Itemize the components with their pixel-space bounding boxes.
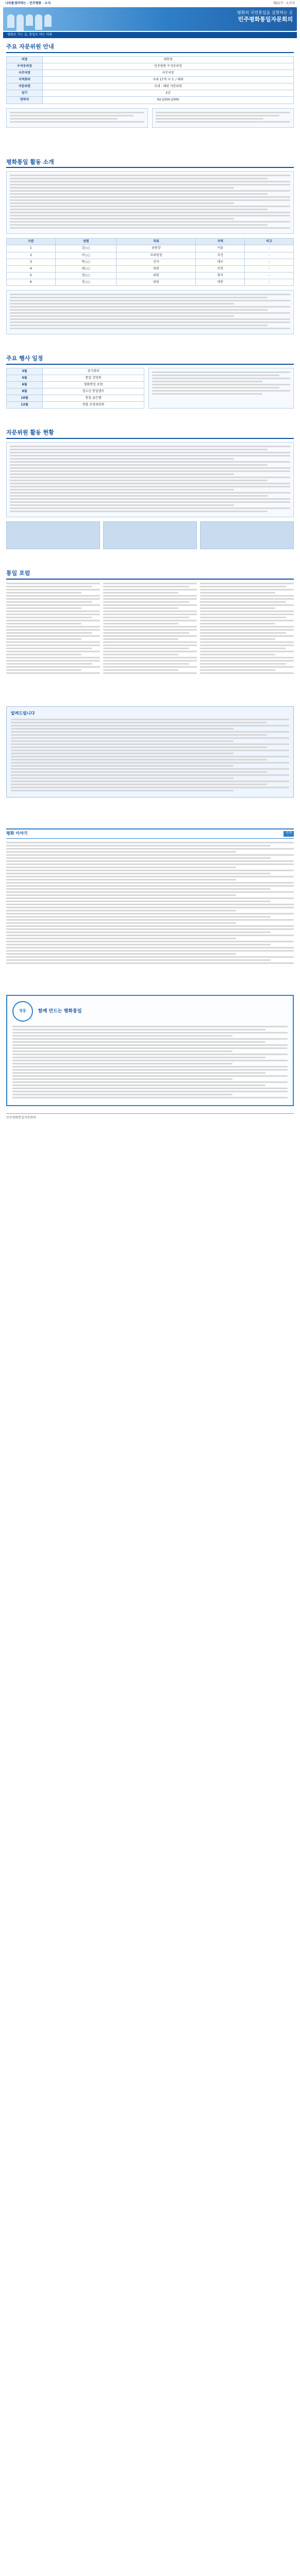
slogan-small: 평화의 국민통일을 실현하는 곳	[237, 10, 293, 15]
table-row: 2 이○○ 부위원장 부산 -	[7, 252, 294, 259]
table-row: 8월 청소년 통일캠프	[7, 388, 144, 395]
table-row: 10월 통일 골든벨	[7, 395, 144, 402]
forum-column	[103, 583, 197, 675]
overview-section	[6, 43, 294, 128]
issue-bar: 평화로 가는 길, 통일로 여는 미래	[3, 32, 297, 38]
table-row: 사무처장 사무처장	[7, 70, 294, 77]
table-row: 4 최○○ 위원 인천 -	[7, 265, 294, 272]
forum-section	[6, 570, 294, 675]
closing-box	[6, 995, 294, 1106]
table-row: 연락처 02-2250-2300	[7, 97, 294, 104]
photo	[103, 521, 197, 549]
people-illustration	[7, 14, 52, 31]
table-row: 6월 평화통일 포럼	[7, 382, 144, 388]
member-table	[6, 238, 294, 286]
announcement-box	[6, 706, 294, 798]
outreach-section	[6, 159, 294, 335]
story-section	[6, 828, 294, 964]
banner-slogan	[237, 10, 293, 24]
table-row: 6 강○○ 위원 대전 -	[7, 279, 294, 285]
closing-head	[12, 1001, 288, 1022]
top-line	[0, 0, 300, 7]
schedule-section	[6, 355, 294, 409]
outreach-detail	[6, 290, 294, 334]
issue-label: 제21기 · 소식지	[273, 1, 295, 5]
closing-text	[12, 1026, 288, 1098]
table-row: 5월 통일 강연회	[7, 375, 144, 381]
table-row: 수석부의장 민주평통 수석부의장	[7, 63, 294, 70]
slogan-big: 민주평화통일자문회의	[238, 15, 293, 23]
closing-title: 함께 만드는 평화통일	[38, 1008, 82, 1014]
table-row: 3월 정기회의	[7, 368, 144, 375]
schedule-columns	[6, 368, 294, 409]
photo	[6, 521, 100, 549]
schedule-list	[6, 368, 144, 409]
table-row: 지역회의 국내 17개 시·도 / 해외	[7, 77, 294, 83]
story-body	[6, 842, 294, 964]
council-section	[6, 429, 294, 549]
table-row: 3 박○○ 간사 대구 -	[7, 259, 294, 265]
publication-tag: 나라를생각하는 · 민주평통 · 소식	[5, 1, 51, 5]
table-row: 12월 연말 운영위원회	[7, 402, 144, 409]
forum-column	[6, 583, 100, 675]
announcement-title: 알려드립니다	[11, 711, 35, 716]
footer: 민주평화통일자문회의	[6, 1113, 294, 1120]
schedule-table	[6, 368, 144, 409]
forum-column	[200, 583, 294, 675]
story-head	[6, 828, 294, 839]
forum-columns	[6, 583, 294, 675]
overview-boxes	[6, 108, 294, 128]
section-title: 평화통일 활동 소개	[6, 159, 294, 168]
table-row: 의장 대통령	[7, 56, 294, 63]
section-title: 자문위원 활동 현황	[6, 429, 294, 439]
story-title: 평화 이야기	[6, 831, 28, 836]
info-box	[6, 108, 148, 128]
schedule-notes	[148, 368, 294, 409]
overview-table	[6, 56, 294, 104]
outreach-text	[6, 171, 294, 234]
section-title: 주요 자문위원 안내	[6, 43, 294, 53]
header-banner	[3, 7, 297, 31]
seal-emblem: 평통	[12, 1001, 33, 1022]
table-row: 5 정○○ 위원 광주 -	[7, 272, 294, 279]
council-text	[6, 442, 294, 517]
table-header-row: 구분 성명 직위 지역 비고	[7, 239, 294, 245]
council-photos	[6, 521, 294, 549]
table-row: 1 김○○ 위원장 서울 -	[7, 245, 294, 252]
section-title: 통일 포럼	[6, 570, 294, 580]
photo	[200, 521, 294, 549]
section-title: 주요 행사 일정	[6, 355, 294, 365]
story-tag: 연재	[284, 831, 294, 837]
announcement-text	[11, 719, 289, 791]
table-row: 임기 2년	[7, 90, 294, 97]
info-box	[152, 108, 294, 128]
table-row: 자문위원 국내 · 해외 자문위원	[7, 83, 294, 90]
